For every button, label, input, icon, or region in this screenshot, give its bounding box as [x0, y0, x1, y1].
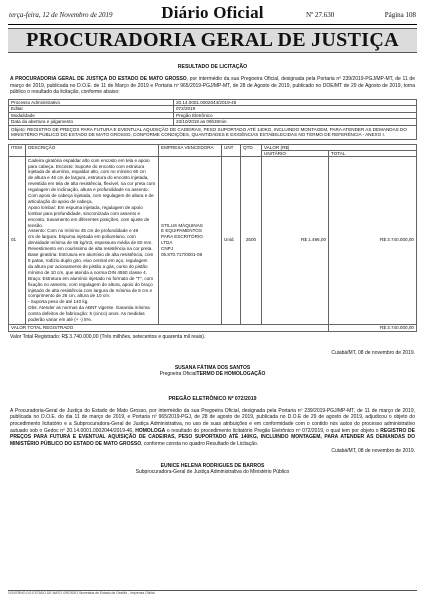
- description-line: mínimo de 10 cm, que atenda a norma DIN 4550 classe 4.: [28, 269, 147, 275]
- result-intro: [10, 76, 415, 96]
- company-line: CNPJ: [161, 246, 173, 252]
- newspaper-header: [8, 4, 417, 25]
- items-table: [8, 144, 417, 332]
- issue-number: Nº 27.630: [306, 11, 335, 19]
- company-line: E EQUIPAMENTOS: [161, 228, 202, 234]
- description-line: Com apoio de cabeça injetada, com regulagem de altura e de: [28, 193, 154, 199]
- intro-text: , por intermédio da sua Pregoeira Oficial, designada pela Portaria nº 239/2019-PGJ/MP-MT, de 11 de março de 2019, publicada no D.O.E. de 11 de Março de 2019 e Portaria nº 965/2019-PGJ/MP-MT, de 28 de Agosto de 2019, publicado no DOE/MT de 29 de Agosto de 2019, torna público o resultado da licitação, conforme abaixo:: [10, 76, 415, 96]
- item-number: 01: [9, 156, 26, 324]
- issue-date: terça-feira, 12 de Novembro de 2019: [9, 11, 113, 19]
- table-row: [9, 156, 417, 324]
- homologation-text: [10, 408, 415, 448]
- info-value: Pregão Eletrônico: [174, 112, 417, 119]
- page-number: Página 108: [384, 11, 416, 19]
- description-line: Obs: Atender as normas da ABNT vigente. Garantia mínima: [28, 305, 150, 311]
- signer-role-plain: Pregoeira Oficial: [159, 371, 197, 378]
- description-line: Cadeira giratória espaldar alto com encosto em tela e apoio: [28, 157, 150, 163]
- item-description: [26, 156, 159, 324]
- signer-role: [8, 371, 417, 377]
- description-line: lombar para profundidade, sincronizada com assento e: [28, 210, 141, 216]
- description-line: de altura e 46 cm de largura, estrutura do encosto injetada,: [28, 175, 149, 181]
- item-unit-value: R$ 1.496,00: [262, 156, 329, 324]
- item-qty: 2500: [241, 156, 262, 324]
- description-line: regulagem de inclinação, altura e profundidade no assento.: [28, 187, 149, 193]
- objective-text: Objeto: REGISTRO DE PREÇOS PARA FUTURA E EVENTUAL AQUISIÇÃO DE CADEIRAS, PESO SUPORTADO ATÉ 140KG, INCLUINDO MONTAGEM, PARA ATENDER AS DEMANDAS DO MINISTÉRIO PÚBLICO DO ESTADO DE MATO GROSSO, CONFORME CONDIÇÕES, QUANTIDADES E EXIGÊNCIAS ESTABELECIDAS NO TERMO DE REFERÊNCIA - ANEXO I.: [9, 125, 417, 139]
- col-unit: UNT: [222, 144, 241, 156]
- description-line: comprimento de 26 cm, altura de 10 cm.: [28, 293, 111, 299]
- process-info-table: [8, 99, 417, 140]
- info-value: 20.14.0001.0002044/2019-46: [174, 99, 417, 106]
- description-line: densidade mínima de 55 kg/m3, espessura média de 50 mm.: [28, 240, 153, 246]
- section-title: PROCURADORIA GERAL DE JUSTIÇA: [8, 28, 417, 53]
- description-line: Braço: Estrutura em alumínio injetado no formato de "T", com: [28, 275, 154, 281]
- description-line: Apoio lombar: Em espuma injetada, regulagem de apoio: [28, 204, 143, 210]
- info-label: Data da abertura e julgamento: [9, 119, 174, 126]
- homologation-text-part: A Procuradoria-Geral de Justiça do Estado de Mato Grosso, por intermédio da sua Pregoeira Oficial, designada pela Portaria nº 239/2019-PGJ/MP-MT, de 11 de março de 2019, publicada no D.O.E. do dia 11 de março de 2019, e Portaria nº 965/2019-PGJ, de 28 de agosto de 2019, publicada no D.O.E de 29 de agosto de 2019, adjudicou o objeto do procedimento licitatório e a Subprocuradora-Geral de Justiça Administrativa, no uso de suas atribuições e em conformidade com o contido nos autos do processo administrativo autuado sob o Gedoc nº 20.14.0001.0002044/2019-46,: [10, 407, 415, 434]
- homologation-object: REGISTRO DE PREÇOS PARA FUTURA E EVENTUAL AQUISIÇÃO DE CADEIRAS, PESO SUPORTADO ATÉ 140KG, INCLUINDO MONTAGEM, PARA ATENDER AS DEMANDAS DO MINISTÉRIO PÚBLICO DO ESTADO DE MATO GROSSO: [10, 427, 415, 447]
- winning-company: [159, 156, 222, 324]
- item-unit: Unid.: [222, 156, 241, 324]
- total-text: Valor Total Registrado: R$ 3.740.000,00 (Três milhões, setecentos e quarenta mil reais).: [10, 333, 206, 340]
- description-line: 5 patas, rodízio duplo giro, eixo central em aço, regulagem: [28, 258, 148, 263]
- homologation-signature: [8, 463, 417, 476]
- col-qty: QTD: [241, 144, 262, 156]
- info-value: 072/2019: [174, 106, 417, 113]
- gazette-logo: Diário Oficial: [161, 3, 264, 22]
- description-line: Revestimento em couríssimo de alta resistência na cor preta.: [28, 246, 153, 252]
- intro-institution: A PROCURADORIA GERAL DE JUSTIÇA DO ESTADO DE MATO GROSSO: [10, 76, 187, 82]
- total-label: VALOR TOTAL REGISTRADO: [9, 324, 329, 331]
- col-unit-value: UNITÁRIO: [262, 150, 329, 156]
- description-line: tensão.: [28, 222, 44, 228]
- description-line: para cabeça. Encosto: Suporte do encosto com estrutura: [28, 163, 145, 169]
- homologation-place-date: Cuiabá/MT, 08 de novembro de 2019.: [331, 448, 415, 455]
- description-line: contra defeitos de fabricação: 5 (cinco) anos. As medidas: [28, 311, 145, 317]
- page-footer: GOVERNO DO ESTADO DE MATO GROSSO Secretaria de Estado de Gestão - Imprensa Oficial: [8, 590, 417, 596]
- description-line: fixação no assento, com regulagem de altura, apoio do braço: [28, 281, 153, 287]
- info-label: Edital: [9, 106, 174, 113]
- company-line: 05.870.717/0001-08: [161, 252, 203, 258]
- objective-row: [9, 125, 417, 139]
- col-description: DESCRIÇÃO: [26, 144, 159, 156]
- description-line: poderão variar em até (+ -) 5%.: [28, 317, 92, 323]
- info-label: Processo Administrativo: [9, 99, 174, 106]
- description-line: injetada de alumínio, espaldar alto, com no mínimo 60 cm: [28, 169, 146, 175]
- description-line: - Suporta peso de até 140 kg.: [28, 299, 89, 305]
- homologation-keyword: HOMOLOGA: [135, 427, 166, 434]
- col-value: VALOR (R$): [262, 144, 417, 150]
- homologation-heading: PREGÃO ELETRÔNICO Nº 072/2019: [168, 395, 257, 402]
- col-company: EMPRESA VENCEDORA: [159, 144, 222, 156]
- description-line: cm de largura. Espuma injetada em poliuretano, com: [28, 234, 136, 240]
- homologation-text-part: o resultado do procedimento licitatório Pregão Eletrônico nº 072/2019, o qual tem por objeto o: [165, 427, 381, 434]
- description-line: Assento: Com no mínimo 45 cm de profundidade e 49: [28, 228, 139, 234]
- description-line: revestida em tela de alta resistência, flexível, na cor preta com: [28, 181, 156, 187]
- document-page: [8, 4, 417, 596]
- signer-name: SUSANA FÁTIMA DOS SANTOS: [174, 365, 251, 372]
- homologation-signer-role: Subprocuradora-Geral de Justiça Administrativa do Ministério Público: [135, 469, 290, 476]
- company-line: LTDA: [161, 240, 173, 246]
- description-line: injetado de alta resistência com largura de mínima de 8 cm e: [28, 287, 153, 293]
- description-line: da altura por acionamento de pistão a gás, curso do pistão: [28, 263, 148, 269]
- info-label: Modalidade: [9, 112, 174, 119]
- result-place-date: Cuiabá/MT, 08 de novembro de 2019.: [331, 350, 415, 357]
- company-line: STILUS MÁQUINAS: [161, 222, 203, 228]
- homologation-signer-name: EUNICE HELENA RODRIGUES DE BARROS: [160, 463, 265, 470]
- item-total: R$ 3.740.000,00: [329, 156, 417, 324]
- info-value: 23/10/2019 as 09h30min: [174, 119, 417, 126]
- total-row: [9, 324, 417, 331]
- company-line: PARA ESCRITÓRIO: [161, 234, 203, 240]
- description-line: encosto, travamento em diferentes posições, com ajuste de: [28, 216, 150, 222]
- description-line: Base giratória: Estrutura em alumínio de alta resistência, com: [28, 252, 154, 258]
- total-value: R$ 3.740.000,00: [329, 324, 417, 331]
- description-line: articulação do apoio de cabeça.: [28, 198, 93, 204]
- result-signature: [8, 365, 417, 378]
- result-heading: RESULTADO DE LICITAÇÃO: [177, 64, 248, 70]
- col-item: ITEM: [9, 144, 26, 156]
- homologation-text-part: , conforme consta no quadro Resultado de Licitação.: [141, 440, 259, 447]
- col-total: TOTAL: [329, 150, 417, 156]
- homologation-term-title: TERMO DE HOMOLOGAÇÃO: [196, 371, 266, 378]
